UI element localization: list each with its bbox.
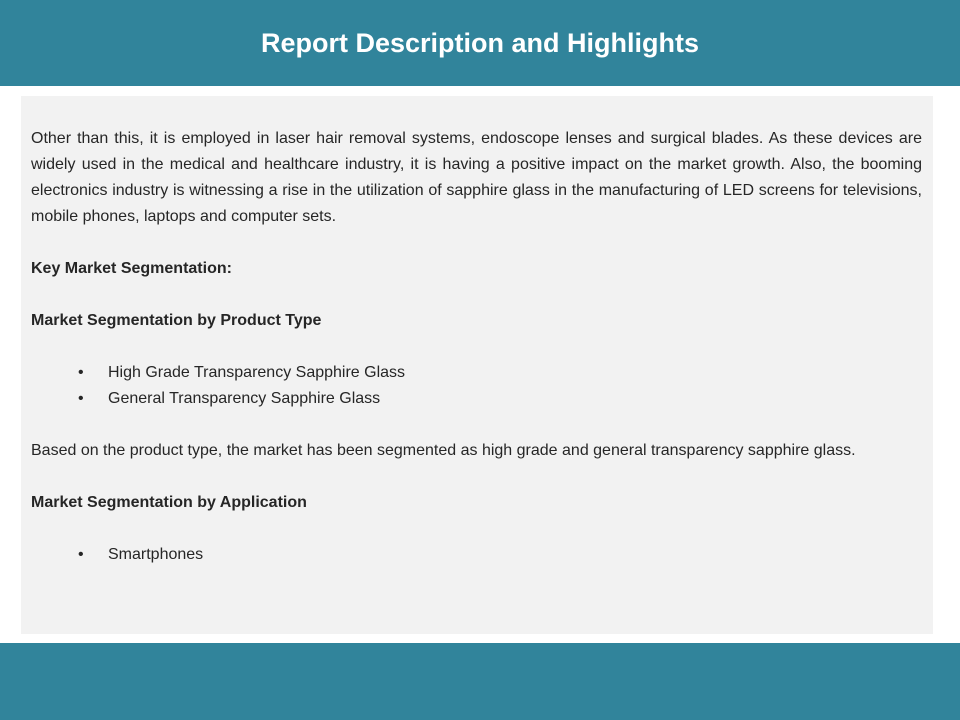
key-segmentation-heading: Key Market Segmentation: [31,260,232,277]
application-list [31,542,922,568]
spacer [31,412,922,438]
list-item [31,542,922,568]
product-type-list [31,360,922,412]
spacer [31,230,922,256]
intro-paragraph: Other than this, it is employed in laser hair removal systems, endoscope lenses and surgical blades. As these devices are widely used in the medical and healthcare industry, it is having a positive impact on the market growth. Also, the booming electronics industry is witnessing a rise in the utilization of sapphire glass in the manufacturing of LED screens for televisions, mobile phones, laptops and computer sets. [31,130,922,225]
application-heading: Market Segmentation by Application [31,494,307,511]
content-body [31,126,922,568]
content-panel [21,96,933,634]
footer-bar [0,643,960,720]
product-type-paragraph: Based on the product type, the market has been segmented as high grade and general transparency sapphire glass. [31,442,856,459]
bullet-icon: • [78,390,84,407]
product-type-heading: Market Segmentation by Product Type [31,312,322,329]
list-item-label: High Grade Transparency Sapphire Glass [108,364,406,381]
spacer [31,282,922,308]
bullet-icon: • [78,364,84,381]
spacer [31,464,922,490]
header-bar [0,0,960,86]
spacer [31,516,922,542]
spacer [31,334,922,360]
list-item [31,360,922,386]
list-item [31,386,922,412]
list-item-label: General Transparency Sapphire Glass [108,390,381,407]
list-item-label: Smartphones [108,546,204,563]
page-title: Report Description and Highlights [260,28,699,58]
bullet-icon: • [78,546,84,563]
